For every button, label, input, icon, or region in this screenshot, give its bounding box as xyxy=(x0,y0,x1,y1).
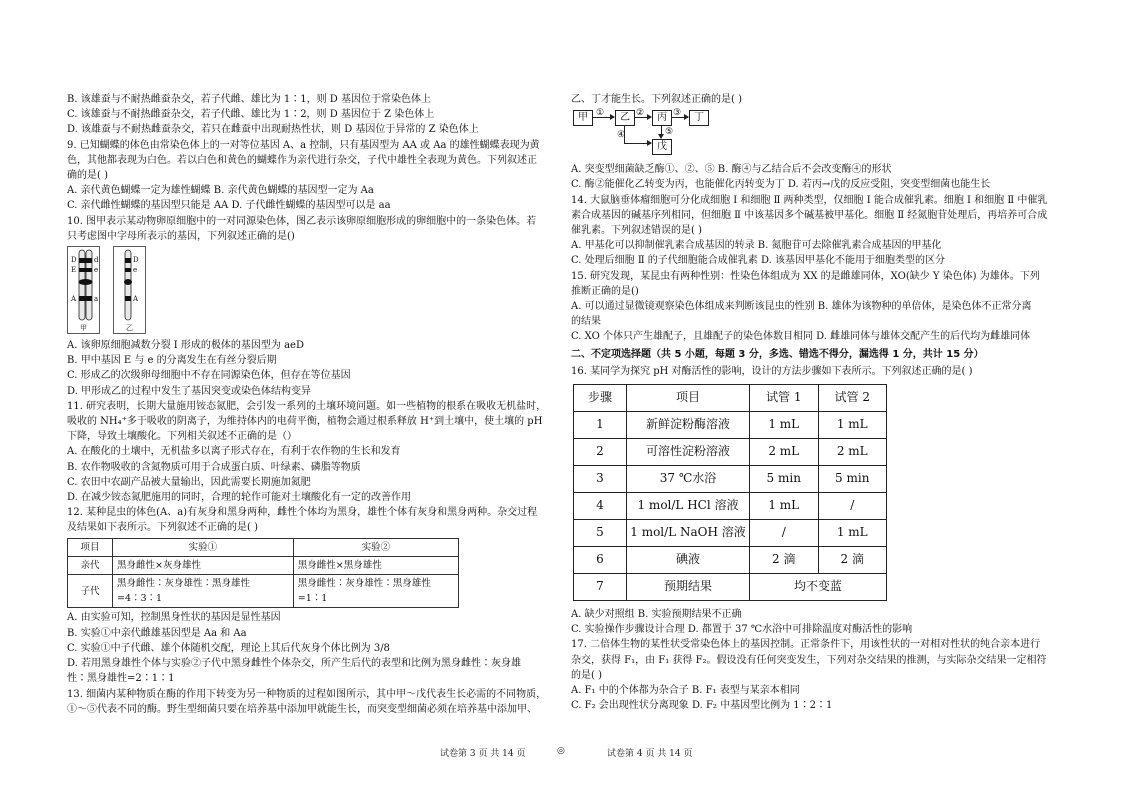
table-cell: 亲代 xyxy=(68,556,113,574)
q8-option-c: C. 该雄蚕与不耐热雌蚕杂交，若子代雌、雄比为 1∶2，则 D 基因位于 Z 染色体上 xyxy=(67,109,435,121)
label-d: d xyxy=(94,256,99,265)
q10-option-d: D. 甲形成乙的过程中发生了基因突变或染色体结构变异 xyxy=(67,385,312,397)
table-cell: 6 xyxy=(574,547,627,574)
table-cell: 2 滴 xyxy=(750,547,819,574)
chromosome-figure xyxy=(67,246,555,336)
table-row xyxy=(68,556,459,574)
q8-option-d: D. 该雄蚕与不耐热雌蚕杂交，若只在雌蚕中出现耐热性状，则 D 基因位于异常的 Z 染色体上 xyxy=(67,124,479,136)
table-cell: 1 mol/L HCl 溶液 xyxy=(627,493,750,520)
table-cell: 项目 xyxy=(68,538,113,556)
table-cell: 2 滴 xyxy=(818,547,887,574)
page-number-right: 试卷第 4 页 共 14 页 xyxy=(607,749,693,759)
q9-stem-line3: 确的是( ) xyxy=(67,170,108,182)
table-cell: / xyxy=(750,520,819,547)
table-cell: 子代 xyxy=(68,575,113,608)
table-row xyxy=(574,574,887,601)
label-yi-A: A xyxy=(133,295,139,304)
label-yi-e: e xyxy=(133,266,138,275)
node-jia: 甲 xyxy=(573,110,593,126)
q16-table xyxy=(573,384,887,601)
label-yi-D: D xyxy=(133,256,139,265)
table-cell: 步骤 xyxy=(574,385,627,412)
q10-option-a: A. 该卵原细胞减数分裂 Ⅰ 形成的极体的基因型为 aeD xyxy=(67,340,304,352)
page-number-left: 试卷第 3 页 共 14 页 xyxy=(440,749,526,759)
q15-options-cd: C. XO 个体只产生雄配子，且雄配子的染色体数目相同 D. 雌雄同体与雄体交配产生的后代均为雌雄同体 xyxy=(571,331,1031,343)
q12-stem-line1: 12. 某种昆虫的体色(A、a)有灰身和黑身两种，雌性个体均为黑身，雄性个体有灰身和黑身两种。杂交过程 xyxy=(67,507,538,519)
table-row xyxy=(68,575,459,608)
table-cell: 37 ℃水浴 xyxy=(627,466,750,493)
q12-stem-line2: 及结果如下表所示。下列叙述不正确的是( ) xyxy=(67,522,258,534)
table-cell: 预期结果 xyxy=(627,574,750,601)
table-cell: 2 xyxy=(574,439,627,466)
q9-stem-line1: 9. 已知蝴蝶的体色由常染色体上的一对等位基因 A、a 控制，只有基因型为 AA 或 Aa 的雄性蝴蝶表现为黄 xyxy=(67,139,540,151)
q14-stem-line2: 素合成基因的碱基序列相同，但细胞 Ⅱ 中该基因多个碱基被甲基化。细胞 Ⅱ 经氮胞苷处理后，再培养可合成 xyxy=(571,209,1048,221)
enzyme-3: ③ xyxy=(673,108,682,119)
q12-option-d: D. 若用黑身雄性个体与实验②子代中黑身雌性个体杂交，所产生后代的表型和比例为黑身雌性∶灰身雄 xyxy=(67,658,522,670)
q16-options-ab: A. 缺少对照组 B. 实验预期结果不正确 xyxy=(571,609,742,621)
q11-stem-line3: 下降，导致土壤酸化。下列相关叙述不正确的是（） xyxy=(67,431,297,443)
table-row xyxy=(574,439,887,466)
q12-option-b: B. 实验①中亲代雌雄基因型是 Aa 和 Aa xyxy=(67,627,247,639)
q11-stem-line2: 吸收的 NH₄⁺多于吸收的阴离子，为维持体内的电荷平衡，植物会通过根系释放 H⁺到土壤中，使土壤的 pH xyxy=(67,416,543,428)
q11-stem-line1: 11. 研究表明，长期大量施用铵态氮肥，会引发一系列的土壤环境问题。如一些植物的根系在吸收无机盐时， xyxy=(67,400,547,412)
q10-stem-line1: 10. 图甲表示某动物卵原细胞中的一对同源染色体，图乙表示该卵原细胞形成的卵细胞中的一条染色体。若 xyxy=(67,215,537,227)
q14-stem-line3: 催乳素。下列叙述错误的是( ) xyxy=(571,225,702,237)
q10-stem-line2: 只考虑图中字母所表示的基因，下列叙述正确的是() xyxy=(67,230,295,242)
table-cell: 4 xyxy=(574,493,627,520)
table-cell: 黑身雌性×黑身雄性 xyxy=(293,556,458,574)
table-cell: 实验① xyxy=(113,538,294,556)
arrow-icon xyxy=(624,143,651,144)
table-cell: 5 min xyxy=(750,466,819,493)
binding-mark-icon: ◎ xyxy=(557,746,565,756)
label-A: A xyxy=(71,295,77,304)
table-cell: 碘液 xyxy=(627,547,750,574)
q12-option-c: C. 实验①中子代雌、雄个体随机交配，理论上其后代灰身个体比例为 3/8 xyxy=(67,642,390,654)
q15-options-ab-cont: 的结果 xyxy=(571,316,601,328)
enzyme-2: ② xyxy=(636,108,645,119)
table-cell: / xyxy=(818,493,887,520)
q12-option-a: A. 由实验可知，控制黑身性状的基因是显性基因 xyxy=(67,612,281,624)
q15-stem-line2: 推断正确的是() xyxy=(571,285,639,297)
label-e: e xyxy=(94,266,99,275)
q17-stem-line1: 17. 二倍体生物的某性状受常染色体上的基因控制。正常条件下，用该性状的一对相对性状的纯合亲本进行 xyxy=(571,639,1041,651)
table-cell: 2 mL xyxy=(818,439,887,466)
q11-option-d: D. 在减少铵态氮肥施用的同时，合理的轮作可能对土壤酸化有一定的改善作用 xyxy=(67,492,412,504)
table-cell: 新鲜淀粉酶溶液 xyxy=(627,412,750,439)
q14-options-ab: A. 甲基化可以抑制催乳素合成基因的转录 B. 氮胞苷可去除催乳素合成基因的甲基化 xyxy=(571,240,942,252)
table-cell: 试管 2 xyxy=(818,385,887,412)
table-cell: 黑身雌性∶灰身雄性∶黑身雄性=4∶3∶1 xyxy=(113,575,294,608)
table-cell: 1 mol/L NaOH 溶液 xyxy=(627,520,750,547)
caption-yi: 乙 xyxy=(126,324,133,333)
q16-options-cd: C. 实验操作步骤设计合理 D. 都置于 37 ℃水浴中可排除温度对酶活性的影响 xyxy=(571,624,913,636)
table-row xyxy=(574,466,887,493)
chromosome-diagram xyxy=(67,246,157,336)
node-ding: 丁 xyxy=(689,110,709,126)
table-cell: 黑身雌性×灰身雄性 xyxy=(113,556,294,574)
q17-stem-line3: 的是( ) xyxy=(571,669,602,681)
label-a: a xyxy=(94,295,99,304)
left-column xyxy=(67,92,555,717)
table-cell: 1 mL xyxy=(750,493,819,520)
table-cell: 5 min xyxy=(818,466,887,493)
q12-option-d-cont: 性∶黑身雄性=2∶1∶1 xyxy=(67,673,175,685)
table-cell: 可溶性淀粉溶液 xyxy=(627,439,750,466)
table-row xyxy=(574,412,887,439)
table-cell: 1 mL xyxy=(818,520,887,547)
table-cell: 1 mL xyxy=(750,412,819,439)
enzyme-5: ⑤ xyxy=(665,127,674,138)
table-cell: 7 xyxy=(574,574,627,601)
q12-table xyxy=(67,538,459,609)
table-row xyxy=(574,385,887,412)
right-column xyxy=(571,92,1061,713)
q9-options-ab: A. 亲代黄色蝴蝶一定为雄性蝴蝶 B. 亲代黄色蝴蝶的基因型一定为 Aa xyxy=(67,185,374,197)
table-cell: 试管 1 xyxy=(750,385,819,412)
q13-stem-line2: ①～⑤代表不同的酶。野生型细菌只要在培养基中添加甲就能生长，而突变型细菌必须在培养基中添加甲、 xyxy=(67,703,537,715)
q13-options-ab: A. 突变型细菌缺乏酶①、②、⑤ B. 酶④与乙结合后不会改变酶④的形状 xyxy=(571,164,892,176)
table-row xyxy=(574,547,887,574)
q9-options-cd: C. 亲代雌性蝴蝶的基因型只能是 AA D. 子代雌性蝴蝶的基因型可以是 aa xyxy=(67,200,391,212)
q14-stem-line1: 14. 大鼠脑垂体瘤细胞可分化成细胞 Ⅰ 和细胞 Ⅱ 两种类型，仅细胞 Ⅰ 能合成催乳素。细胞 Ⅰ 和细胞 Ⅱ 中催乳 xyxy=(571,194,1048,206)
q10-option-c: C. 形成乙的次级卵母细胞中不存在同源染色体，但存在等位基因 xyxy=(67,370,351,382)
q15-options-ab: A. 可以通过显微镜观察染色体组成来判断该昆虫的性别 B. 雄体为该物种的单倍体，是染色体不正常分离 xyxy=(571,301,1032,313)
node-yi: 乙 xyxy=(615,110,635,126)
table-cell: 1 mL xyxy=(818,412,887,439)
enzyme-1: ① xyxy=(596,108,605,119)
table-row xyxy=(574,520,887,547)
q17-stem-line2: 杂交，获得 F₁，由 F₁ 获得 F₂。假设没有任何突变发生，下列对杂交结果的推测，与实际杂交结果一定相符 xyxy=(571,654,1047,666)
q11-option-b: B. 农作物吸收的含氮物质可用于合成蛋白质、叶绿素、磷脂等物质 xyxy=(67,461,361,473)
q8-option-b: B. 该雄蚕与不耐热雌蚕杂交，若子代雌、雄比为 1∶1，则 D 基因位于常染色体上 xyxy=(67,94,431,105)
q14-options-cd: C. 处理后细胞 Ⅱ 的子代细胞能合成催乳素 D. 该基因甲基化不能用于细胞类型的区分 xyxy=(571,255,946,267)
pathway-diagram xyxy=(571,108,731,160)
table-cell: 3 xyxy=(574,466,627,493)
q16-stem: 16. 某同学为探究 pH 对酶活性的影响，设计的方法步骤如下表所示。下列叙述正确的是( ) xyxy=(571,365,973,377)
q10-option-b: B. 甲中基因 E 与 e 的分离发生在有丝分裂后期 xyxy=(67,355,277,367)
q17-options-ab: A. F₁ 中的个体都为杂合子 B. F₁ 表型与某亲本相同 xyxy=(571,685,800,697)
label-E: E xyxy=(71,266,77,275)
q13-stem-line1: 13. 细菌内某种物质在酶的作用下转变为另一种物质的过程如图所示，其中甲～戊代表生长必需的不同物质， xyxy=(67,688,547,700)
table-cell: 黑身雌性∶灰身雄性∶黑身雄性=1∶1 xyxy=(293,575,458,608)
table-cell: 2 mL xyxy=(750,439,819,466)
table-cell: 1 xyxy=(574,412,627,439)
table-cell: 5 xyxy=(574,520,627,547)
table-row xyxy=(68,538,459,556)
q9-stem-line2: 色，其他都表现为白色。若以白色和黄色的蝴蝶作为亲代进行杂交，子代中雄性全表现为黄色。下列叙述正 xyxy=(67,154,537,166)
label-D: D xyxy=(71,256,77,265)
enzyme-4: ④ xyxy=(617,130,626,141)
q11-option-c: C. 农田中农副产品被大量输出，因此需要长期施加氮肥 xyxy=(67,476,311,488)
q11-option-a: A. 在酸化的土壤中，无机盐多以离子形式存在，有利于农作物的生长和发育 xyxy=(67,446,401,458)
q15-stem-line1: 15. 研究发现，某昆虫有两种性别：性染色体组成为 XX 的是雌雄同体，XO(缺少 Y 染色体) 为雄体。下列 xyxy=(571,270,1040,282)
q17-options-cd: C. F₂ 会出现性状分离现象 D. F₂ 中基因型比例为 1∶2∶1 xyxy=(571,700,833,712)
q13-options-cd: C. 酶②能催化乙转变为丙，也能催化丙转变为丁 D. 若丙→戊的反应受阻，突变型细菌也能生长 xyxy=(571,179,991,191)
table-cell: 项目 xyxy=(627,385,750,412)
node-bing: 丙 xyxy=(652,110,672,126)
table-cell: 均不变蓝 xyxy=(750,574,887,601)
caption-jia: 甲 xyxy=(80,324,87,333)
node-wu: 戊 xyxy=(652,139,672,155)
section-heading: 二、不定项选择题（共 5 小题，每题 3 分，多选、错选不得分，漏选得 1 分，共计 15 分） xyxy=(571,348,984,360)
table-row xyxy=(574,493,887,520)
table-cell: 实验② xyxy=(293,538,458,556)
q13-stem-cont: 乙、丁才能生长。下列叙述正确的是( ) xyxy=(571,94,742,105)
